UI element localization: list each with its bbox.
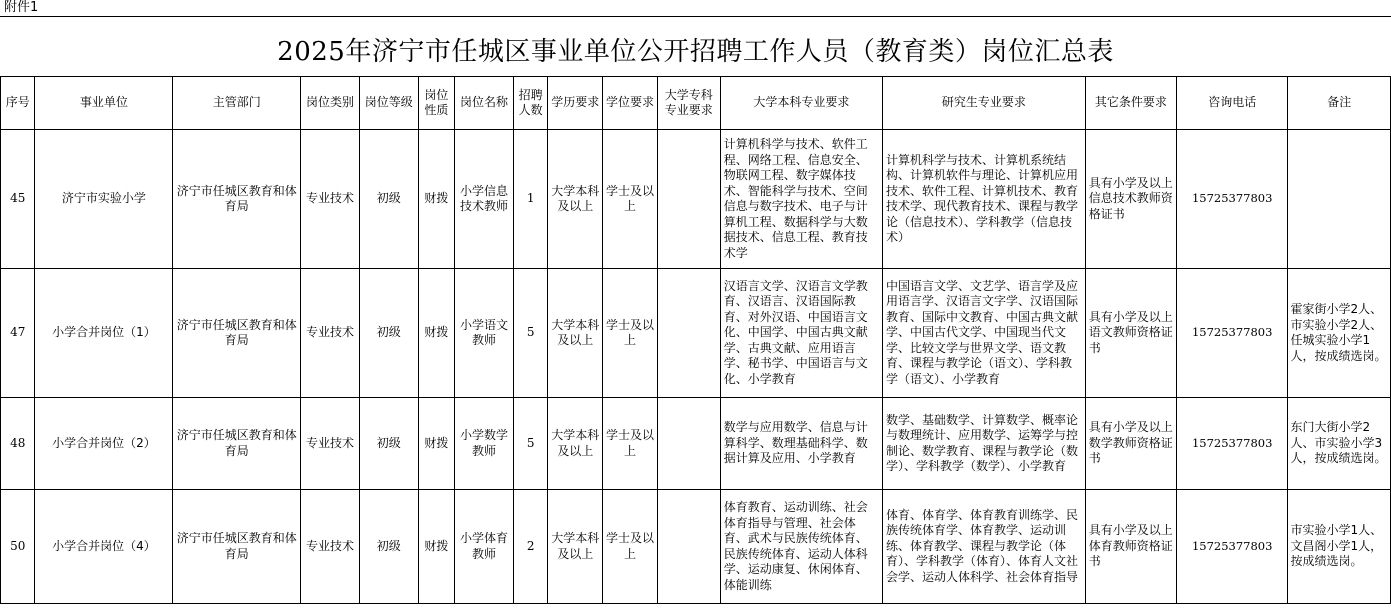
title-area [0,16,1391,77]
header-row [1,77,1391,130]
header-nature: 岗位性质 [418,77,454,130]
header-position: 岗位名称 [455,77,514,130]
table-row [1,269,1391,398]
cell-note: 东门大街小学2人、市实验小学3人，按成绩选岗。 [1288,398,1391,490]
cell-phone: 15725377803 [1176,130,1288,269]
header-unit: 事业单位 [35,77,173,130]
cell-category: 专业技术 [301,398,360,490]
cell-bachelor: 汉语言文学、汉语言文学教育、汉语言、汉语国际教育、对外汉语、中国语言文化、中国学、中国古典文献学、古典文献、应用语言学、秘书学、中国语言与文化、小学教育 [720,269,882,398]
cell-position: 小学体育教师 [455,490,514,604]
cell-level: 初级 [359,490,418,604]
cell-seq: 47 [1,269,35,398]
cell-phone: 15725377803 [1176,398,1288,490]
header-graduate: 研究生专业要求 [882,77,1085,130]
cell-nature: 财拨 [418,130,454,269]
cell-note: 霍家街小学2人、市实验小学2人、任城实验小学1人，按成绩选岗。 [1288,269,1391,398]
header-bachelor: 大学本科专业要求 [720,77,882,130]
table-row [1,398,1391,490]
cell-college [657,490,720,604]
cell-edu: 大学本科及以上 [548,398,603,490]
cell-graduate: 中国语言文学、文艺学、语言学及应用语言学、汉语言文字学、汉语国际教育、国际中文教育、中国古典文献学、中国古代文学、中国现当代文学、比较文学与世界文学、语文教育、课程与教学论（语文）、学科教学（语文）、小学教育 [882,269,1085,398]
cell-seq: 45 [1,130,35,269]
header-level: 岗位等级 [359,77,418,130]
cell-nature: 财拨 [418,398,454,490]
cell-other: 具有小学及以上体育教师资格证书 [1085,490,1176,604]
header-note: 备注 [1288,77,1391,130]
cell-count: 5 [513,269,547,398]
cell-nature: 财拨 [418,490,454,604]
header-seq: 序号 [1,77,35,130]
header-count: 招聘人数 [513,77,547,130]
cell-college [657,398,720,490]
cell-unit: 小学合并岗位（2） [35,398,173,490]
cell-dept: 济宁市任城区教育和体育局 [173,398,301,490]
cell-category: 专业技术 [301,269,360,398]
cell-degree: 学士及以上 [603,269,658,398]
cell-level: 初级 [359,269,418,398]
cell-dept: 济宁市任城区教育和体育局 [173,269,301,398]
cell-bachelor: 数学与应用数学、信息与计算科学、数理基础科学、数据计算及应用、小学教育 [720,398,882,490]
cell-graduate: 计算机科学与技术、计算机系统结构、计算机软件与理论、计算机应用技术、软件工程、计算机技术、教育技术学、现代教育技术、课程与教学论（信息技术）、学科教学（信息技术） [882,130,1085,269]
cell-note [1288,130,1391,269]
cell-other: 具有小学及以上数学教师资格证书 [1085,398,1176,490]
header-phone: 咨询电话 [1176,77,1288,130]
cell-level: 初级 [359,398,418,490]
cell-dept: 济宁市任城区教育和体育局 [173,130,301,269]
cell-count: 5 [513,398,547,490]
header-other: 其它条件要求 [1085,77,1176,130]
cell-nature: 财拨 [418,269,454,398]
table-row [1,130,1391,269]
cell-category: 专业技术 [301,130,360,269]
cell-graduate: 体育、体育学、体育教育训练学、民族传统体育学、体育教学、运动训练、体育教学、课程与教学论（体育）、学科教学（体育）、体育人文社会学、运动人体科学、社会体育指导 [882,490,1085,604]
cell-position: 小学语文教师 [455,269,514,398]
cell-phone: 15725377803 [1176,269,1288,398]
cell-college [657,269,720,398]
cell-degree: 学士及以上 [603,490,658,604]
cell-unit: 小学合并岗位（1） [35,269,173,398]
header-college: 大学专科专业要求 [657,77,720,130]
cell-degree: 学士及以上 [603,398,658,490]
cell-note: 市实验小学1人、文昌阁小学1人，按成绩选岗。 [1288,490,1391,604]
cell-unit: 济宁市实验小学 [35,130,173,269]
cell-count: 2 [513,490,547,604]
cell-unit: 小学合并岗位（4） [35,490,173,604]
header-degree: 学位要求 [603,77,658,130]
cell-position: 小学数学教师 [455,398,514,490]
cell-position: 小学信息技术教师 [455,130,514,269]
cell-other: 具有小学及以上信息技术教师资格证书 [1085,130,1176,269]
cell-dept: 济宁市任城区教育和体育局 [173,490,301,604]
cell-bachelor: 体育教育、运动训练、社会体育指导与管理、社会体育、武术与民族传统体育、民族传统体育、运动人体科学、运动康复、休闲体育、体能训练 [720,490,882,604]
attachment-label: 附件1 [4,0,39,15]
table-row [1,490,1391,604]
cell-level: 初级 [359,130,418,269]
cell-other: 具有小学及以上语文教师资格证书 [1085,269,1176,398]
cell-edu: 大学本科及以上 [548,490,603,604]
cell-count: 1 [513,130,547,269]
cell-bachelor: 计算机科学与技术、软件工程、网络工程、信息安全、物联网工程、数字媒体技术、智能科学与技术、空间信息与数字技术、电子与计算机工程、数据科学与大数据技术、信息工程、教育技术学 [720,130,882,269]
cell-seq: 50 [1,490,35,604]
cell-degree: 学士及以上 [603,130,658,269]
cell-graduate: 数学、基础数学、计算数学、概率论与数理统计、应用数学、运筹学与控制论、数学教育、课程与教学论（数学）、学科教学（数学）、小学教育 [882,398,1085,490]
cell-seq: 48 [1,398,35,490]
cell-edu: 大学本科及以上 [548,130,603,269]
page-title: 2025年济宁市任城区事业单位公开招聘工作人员（教育类）岗位汇总表 [277,37,1114,67]
cell-category: 专业技术 [301,490,360,604]
header-category: 岗位类别 [301,77,360,130]
header-dept: 主管部门 [173,77,301,130]
header-edu: 学历要求 [548,77,603,130]
cell-phone: 15725377803 [1176,490,1288,604]
cell-edu: 大学本科及以上 [548,269,603,398]
positions-table [0,76,1391,604]
cell-college [657,130,720,269]
